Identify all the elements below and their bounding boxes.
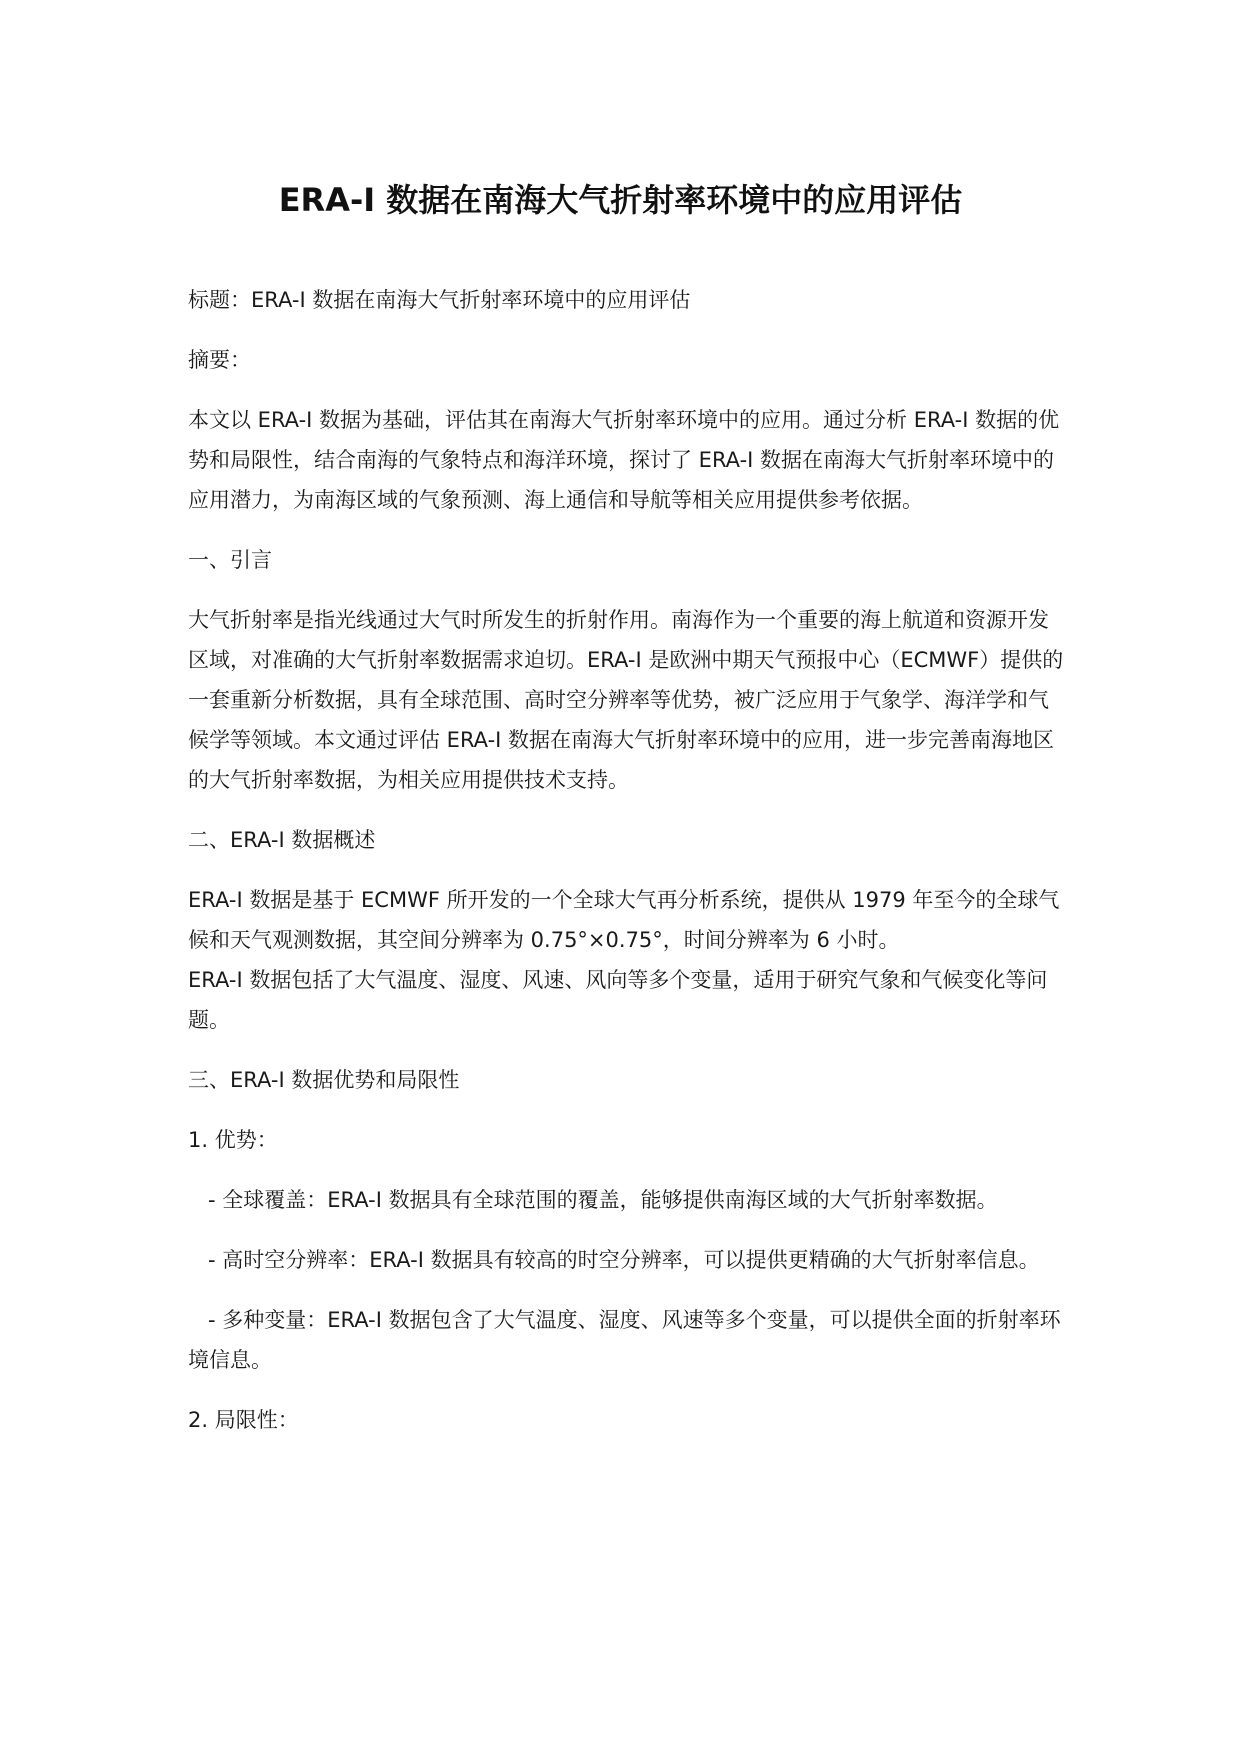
advantage-item-text: - 高时空分辨率：ERA-I 数据具有较高的时空分辨率，可以提供更精确的大气折射率信息。 <box>208 1248 1040 1272</box>
abstract-heading: 摘要： <box>188 348 251 372</box>
advantage-item-resolution <box>188 1240 1068 1280</box>
overview-block <box>188 880 1068 1040</box>
intro-text: 大气折射率是指光线通过大气时所发生的折射作用。南海作为一个重要的海上航道和资源开发区域，对准确的大气折射率数据需求迫切。ERA-I 是欧洲中期天气预报中心（ECMWF）提供的一套重新分析数据，具有全球范围、高时空分辨率等优势，被广泛应用于气象学、海洋学和气候学等领域。本文通过评估 ERA-I 数据在南海大气折射率环境中的应用，进一步完善南海地区的大气折射率数据，为相关应用提供技术支持。 <box>188 608 1064 792</box>
advantage-item-text: - 全球覆盖：ERA-I 数据具有全球范围的覆盖，能够提供南海区域的大气折射率数据。 <box>208 1188 998 1212</box>
advantage-item-global-coverage <box>188 1180 1068 1220</box>
title-line: 标题：ERA-I 数据在南海大气折射率环境中的应用评估 <box>188 288 691 312</box>
limitations-heading: 2. 局限性： <box>188 1408 299 1432</box>
document-title: ERA-I 数据在南海大气折射率环境中的应用评估 <box>278 181 963 219</box>
overview-text-2: ERA-I 数据包括了大气温度、湿度、风速、风向等多个变量，适用于研究气象和气候变化等问题。 <box>188 968 1048 1032</box>
section-heading-overview: 二、ERA-I 数据概述 <box>188 828 376 852</box>
document-body <box>188 280 1068 1460</box>
overview-text-1: ERA-I 数据是基于 ECMWF 所开发的一个全球大气再分析系统，提供从 1979 年至今的全球气候和天气观测数据，其空间分辨率为 0.75°×0.75°，时间分辨率为 6 小时。 <box>188 888 1060 952</box>
advantage-item-text: - 多种变量：ERA-I 数据包含了大气温度、湿度、风速等多个变量，可以提供全面的折射率环境信息。 <box>188 1308 1061 1372</box>
section-heading-intro: 一、引言 <box>188 548 272 572</box>
advantage-item-variables <box>188 1300 1068 1380</box>
abstract-text: 本文以 ERA-I 数据为基础，评估其在南海大气折射率环境中的应用。通过分析 ERA-I 数据的优势和局限性，结合南海的气象特点和海洋环境，探讨了 ERA-I 数据在南海大气折射率环境中的应用潜力，为南海区域的气象预测、海上通信和导航等相关应用提供参考依据。 <box>188 408 1060 512</box>
advantages-heading: 1. 优势： <box>188 1128 278 1152</box>
section-heading-advantages-limitations: 三、ERA-I 数据优势和局限性 <box>188 1068 460 1092</box>
